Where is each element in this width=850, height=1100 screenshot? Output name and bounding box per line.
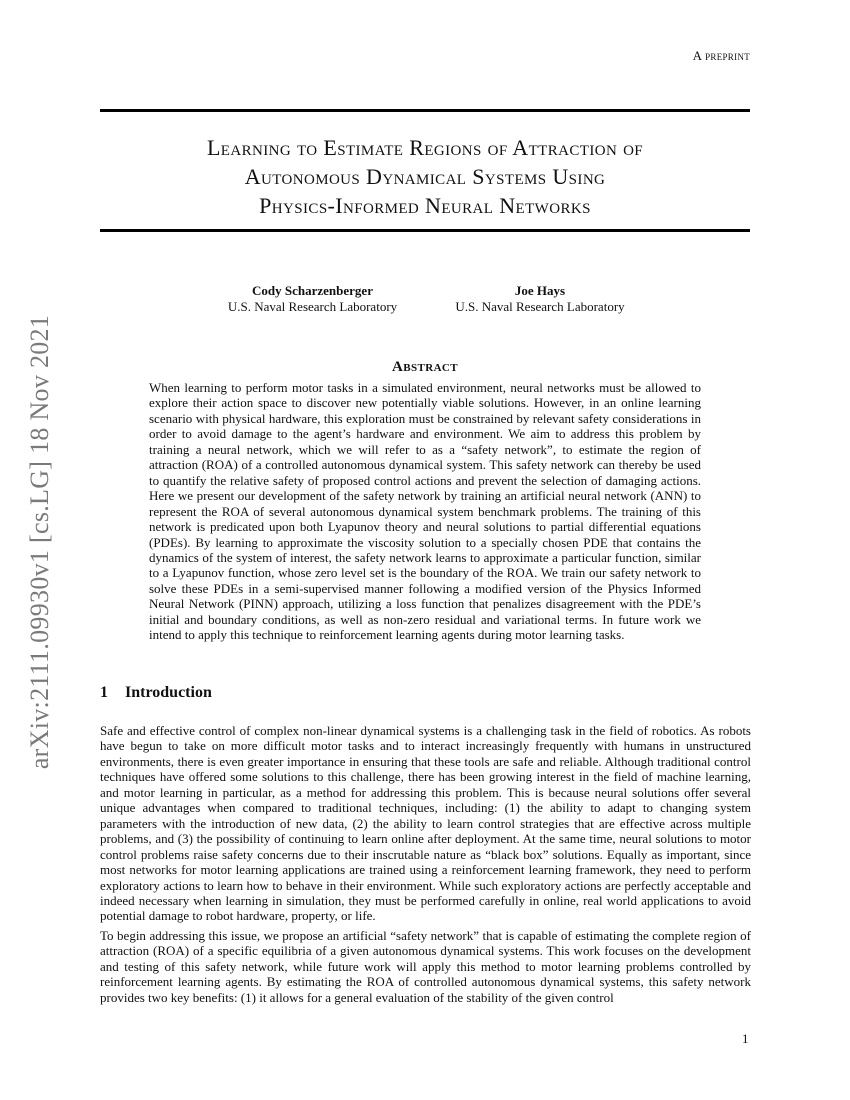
body-paragraph: To begin addressing this issue, we propose an artificial “safety network” that is capable of estimating the complete region of attraction (ROA) of a specific equilibria of a given autonomous dynamical systems. This work focuses on the development and testing of this safety network, while future work will apply this method to motor learning problems controlled by reinforcement learning agents. By estimating the ROA of controlled autonomous dynamical systems, this safety network provides two key benefits: (1) it allows for a general evaluation of the stability of the given control	[100, 928, 751, 1005]
title-rule-bottom	[100, 229, 750, 232]
page-number: 1	[742, 1031, 749, 1046]
section-number: 1	[100, 684, 108, 701]
title-line: Physics-Informed Neural Networks	[259, 193, 591, 218]
abstract-heading: Abstract	[392, 359, 458, 375]
author-affiliation: U.S. Naval Research Laboratory	[227, 299, 398, 314]
running-header: A preprint	[692, 48, 750, 63]
author-block	[425, 283, 655, 315]
title-line: Learning to Estimate Regions of Attraction of	[206, 135, 644, 160]
author-name: Joe Hays	[514, 283, 566, 298]
title-line: Autonomous Dynamical Systems Using	[244, 164, 606, 189]
body-paragraph: Safe and effective control of complex non-linear dynamical systems is a challenging task in the field of robotics. As robots have begun to take on more difficult motor tasks and to interact increasingly frequently with humans in unstructured environments, there is even greater importance in ensuring that these tools are safe and reliable. Although traditional control techniques have offered some solutions to this challenge, there has been growing interest in the field of machine learning, and motor learning in particular, as a method for addressing this problem. This is because neural solutions offer several unique advantages when compared to traditional techniques, including: (1) the ability to adapt to changing system parameters with the introduction of new data, (2) the ability to learn control strategies that are effective across multiple problems, and (3) the possibility of continuing to learn online after deployment. At the same time, neural solutions to motor control problems raise safety concerns due to their inscrutable nature as “black box” solutions. Equally as important, since most networks for motor learning applications are trained using a reinforcement learning framework, they need to perform exploratory actions to learn how to behave in their environment. While such exploratory actions are perfectly acceptable and indeed necessary when learning in simulation, they must be performed carefully in online, real world applications to avoid potential damage to robot hardware, property, or life.	[100, 723, 751, 924]
paper-title	[100, 133, 750, 220]
title-rule-top	[100, 109, 750, 112]
arxiv-identifier-stamp: arXiv:2111.09930v1 [cs.LG] 18 Nov 2021	[25, 314, 54, 770]
author-name: Cody Scharzenberger	[252, 283, 373, 298]
section-title: Introduction	[125, 684, 212, 701]
abstract-text: When learning to perform motor tasks in a simulated environment, neural networks must be allowed to explore their action space to discover new potentially viable solutions. However, in an online learning scenario with physical hardware, this exploration must be constrained by relevant safety considerations in order to avoid damage to the agent’s hardware and environment. We aim to address this problem by training a neural network, which we will refer to as a “safety network”, to estimate the region of attraction (ROA) of a controlled autonomous dynamical system. This safety network can thereby be used to quantify the relative safety of proposed control actions and prevent the selection of damaging actions. Here we present our development of the safety network by training an artificial neural network (ANN) to represent the ROA of several autonomous dynamical system benchmark problems. The training of this network is predicated upon both Lyapunov theory and neural solutions to partial differential equations (PDEs). By learning to approximate the viscosity solution to a specially chosen PDE that contains the dynamics of the system of interest, the safety network learns to approximate a particular function, similar to a Lyapunov function, whose zero level set is the boundary of the ROA. We train our safety network to solve these PDEs in a semi-supervised manner following a modified version of the Physics Informed Neural Network (PINN) approach, utilizing a loss function that penalizes disagreement with the PDE’s initial and boundary conditions, as well as non-zero residual and variational terms. In future work we intend to apply this technique to reinforcement learning agents during motor learning tasks.	[149, 380, 701, 643]
author-affiliation: U.S. Naval Research Laboratory	[455, 299, 625, 314]
author-block	[200, 283, 425, 315]
section-heading-introduction	[100, 684, 212, 702]
